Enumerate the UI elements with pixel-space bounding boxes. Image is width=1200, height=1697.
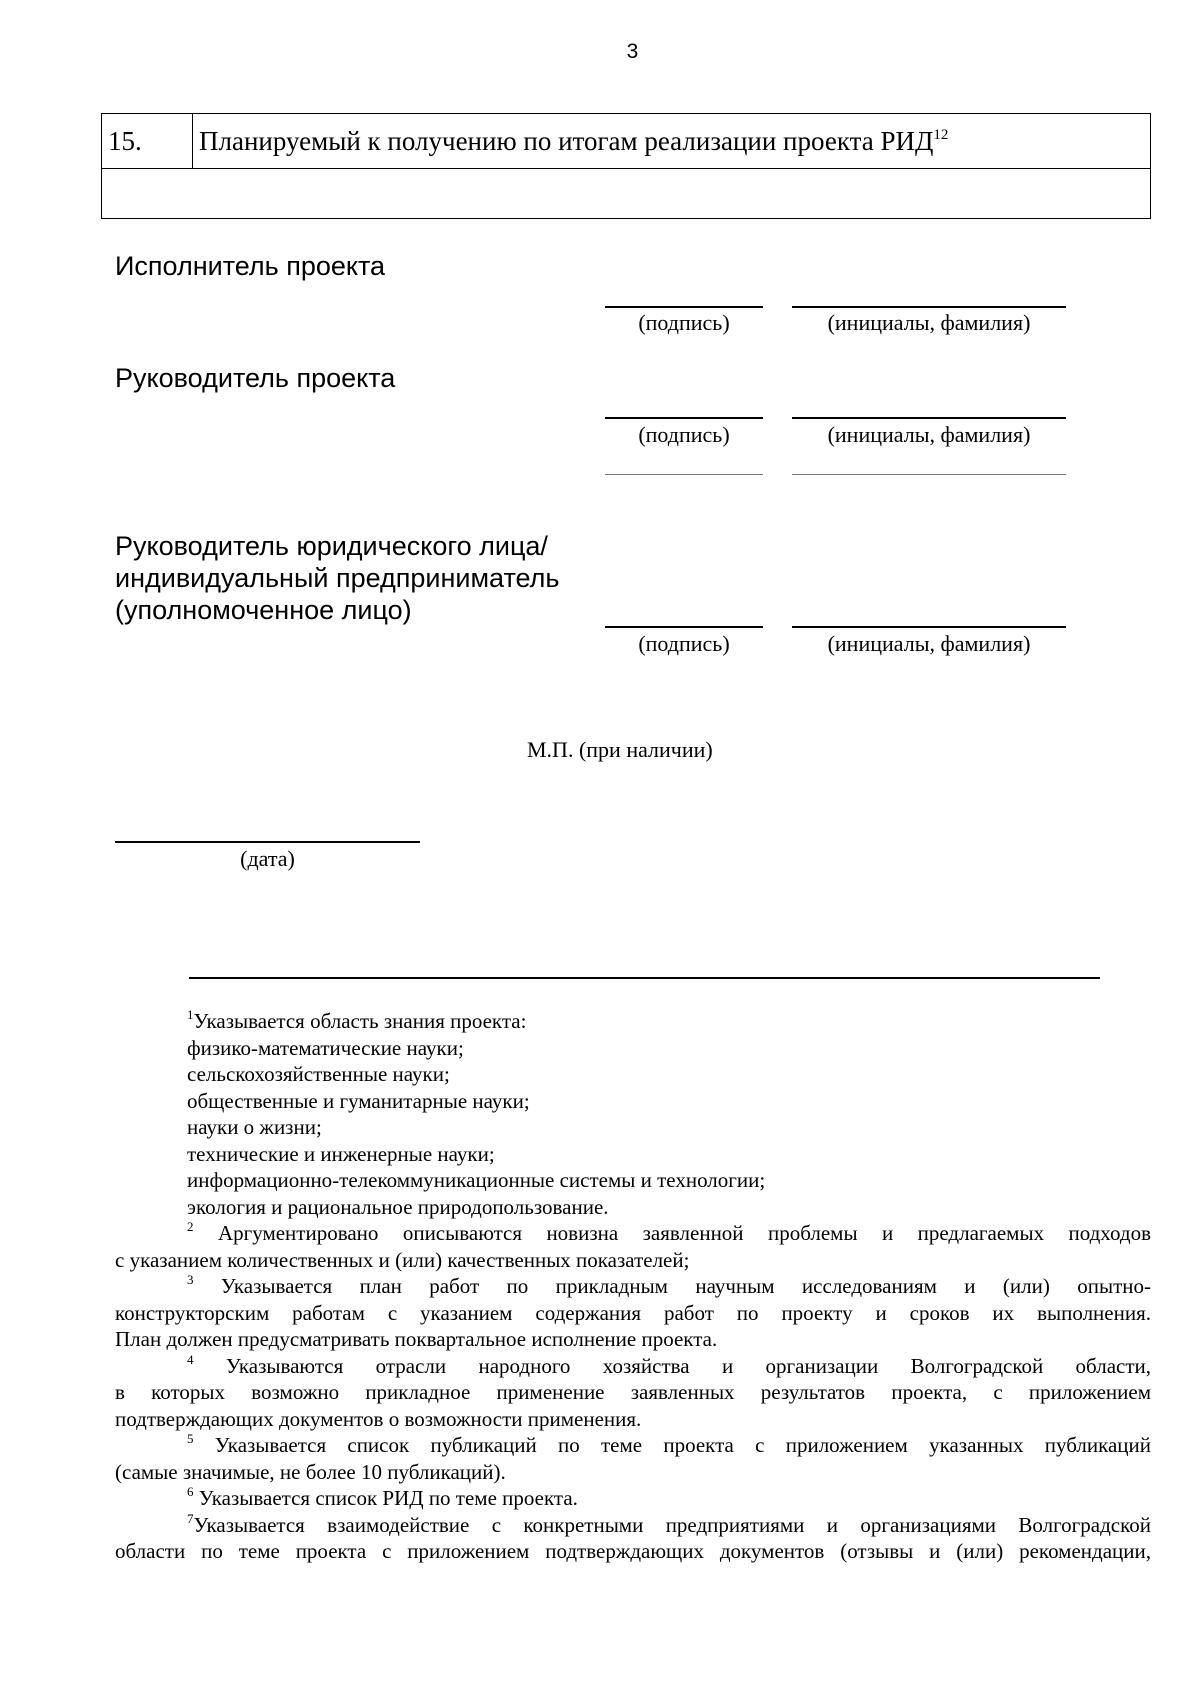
footnote-mark: 5 bbox=[187, 1431, 194, 1446]
name-line[interactable] bbox=[792, 417, 1066, 419]
extra-name-line bbox=[792, 474, 1066, 475]
footnote-1 bbox=[115, 1008, 1151, 1035]
footnote-mark: 2 bbox=[187, 1219, 194, 1234]
name-caption: (инициалы, фамилия) bbox=[827, 422, 1031, 447]
footnote-mark: 1 bbox=[187, 1007, 194, 1022]
role-legal-head bbox=[115, 530, 559, 626]
footnote-line: с указанием количественных и (или) качественных показателей; bbox=[115, 1247, 690, 1272]
footnote-text: Указываются отрасли народного хозяйства и организации Волгоградской области, bbox=[225, 1353, 1152, 1378]
stamp-label: М.П. (при наличии) bbox=[527, 737, 713, 762]
footnote-text: Указывается план работ по прикладным научным исследованиям и (или) опытно- bbox=[220, 1274, 1151, 1298]
footnote-mark: 6 bbox=[187, 1484, 194, 1499]
footnote-3 bbox=[115, 1273, 1151, 1300]
signature-caption: (подпись) bbox=[638, 422, 730, 447]
table-header-row bbox=[102, 114, 1151, 169]
footnote-text: Указывается список публикаций по теме проекта с приложением указанных публикаций bbox=[214, 1433, 1151, 1457]
footnote-7 bbox=[115, 1512, 1151, 1539]
role-project-lead: Руководитель проекта bbox=[115, 363, 396, 393]
role-executor: Исполнитель проекта bbox=[115, 251, 386, 281]
signature-line[interactable] bbox=[605, 306, 763, 308]
name-line[interactable] bbox=[792, 306, 1066, 308]
role-line: (уполномоченное лицо) bbox=[115, 595, 412, 625]
name-line[interactable] bbox=[792, 626, 1066, 628]
date-line[interactable] bbox=[115, 841, 420, 843]
footnotes bbox=[115, 1008, 1151, 1565]
footnote-text: Указывается область знания проекта: bbox=[193, 1009, 527, 1033]
footnote-separator bbox=[189, 977, 1100, 979]
footnote-line: (самые значимые, не более 10 публикаций). bbox=[115, 1459, 506, 1484]
row-heading bbox=[193, 114, 1151, 169]
footnote-text: Аргументировано описываются новизна заявленной проблемы и предлагаемых подходов bbox=[217, 1221, 1152, 1245]
footnote-ref-12: 12 bbox=[933, 126, 949, 143]
footnote-mark: 3 bbox=[187, 1272, 194, 1287]
footnote-text: Указывается взаимодействие с конкретными предприятиями и организациями Волгоградской bbox=[193, 1512, 1151, 1537]
footnote-line: области по теме проекта с приложением подтверждающих документов (отзывы и (или) рекомендации, bbox=[115, 1539, 1151, 1563]
page-number: 3 bbox=[626, 40, 639, 63]
list-item: технические и инженерные науки; bbox=[187, 1141, 495, 1166]
footnote-line: подтверждающих документов о возможности применения. bbox=[115, 1406, 642, 1431]
rid-value-cell[interactable] bbox=[102, 169, 1151, 219]
name-caption: (инициалы, фамилия) bbox=[827, 631, 1031, 656]
footnote-mark: 7 bbox=[187, 1510, 194, 1526]
signature-line[interactable] bbox=[605, 417, 763, 419]
list-item: физико-математические науки; bbox=[187, 1035, 464, 1060]
list-item: общественные и гуманитарные науки; bbox=[187, 1088, 530, 1113]
footnote-line: конструкторским работам с указанием содержания работ по проекту и сроков их выполнения. bbox=[115, 1300, 1151, 1325]
list-item: сельскохозяйственные науки; bbox=[187, 1062, 450, 1086]
name-caption: (инициалы, фамилия) bbox=[827, 310, 1031, 335]
role-line: Руководитель юридического лица/ bbox=[115, 531, 548, 561]
date-caption: (дата) bbox=[240, 846, 295, 871]
signature-caption: (подпись) bbox=[638, 310, 730, 335]
footnote-2 bbox=[115, 1220, 1151, 1247]
extra-signature-line bbox=[605, 474, 763, 475]
footnote-line: План должен предусматривать поквартальное исполнение проекта. bbox=[115, 1327, 718, 1351]
list-item: экология и рациональное природопользование. bbox=[187, 1194, 609, 1219]
role-line: индивидуальный предприниматель bbox=[115, 563, 560, 593]
footnote-mark: 4 bbox=[187, 1351, 194, 1367]
project-table bbox=[101, 113, 1151, 219]
row-number: 15. bbox=[102, 114, 193, 169]
footnote-line: в которых возможно прикладное применение заявленных результатов проекта, с приложением bbox=[115, 1380, 1151, 1404]
table-value-row bbox=[102, 169, 1151, 219]
list-item: науки о жизни; bbox=[187, 1115, 322, 1139]
signature-line[interactable] bbox=[605, 626, 763, 628]
footnote-5 bbox=[115, 1432, 1151, 1459]
list-item: информационно-телекоммуникационные системы и технологии; bbox=[187, 1168, 766, 1192]
footnote-4 bbox=[115, 1353, 1151, 1380]
signature-caption: (подпись) bbox=[638, 631, 730, 656]
footnote-6 bbox=[115, 1485, 1151, 1512]
footnote-text: Указывается список РИД по теме проекта. bbox=[198, 1486, 578, 1510]
row-heading-text: Планируемый к получению по итогам реализации проекта РИД bbox=[199, 125, 934, 156]
